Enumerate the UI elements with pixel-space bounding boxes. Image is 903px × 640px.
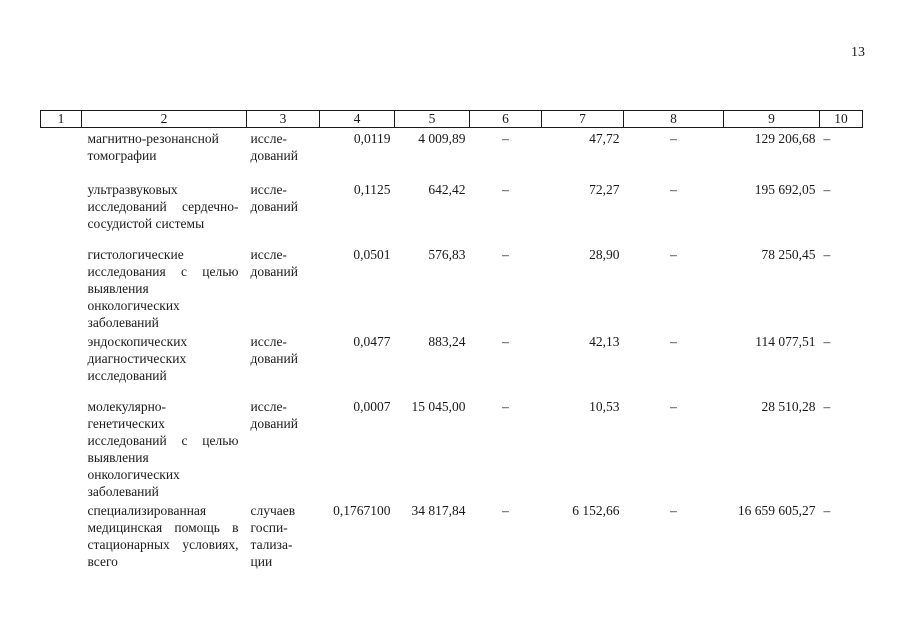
col10-cell: – [823, 246, 831, 262]
column-header-1: 1 [41, 111, 82, 128]
unit-text: иссле-дований [250, 398, 298, 431]
volume-cell: 0,1767100 [333, 502, 391, 518]
col7-cell: 10,53 [589, 398, 620, 414]
column-header-5: 5 [395, 111, 470, 128]
column-header-9: 9 [724, 111, 820, 128]
header-row [41, 111, 863, 128]
volume-cell: 0,0501 [353, 246, 391, 262]
col7-cell: 6 152,66 [572, 502, 620, 518]
col7-cell: 42,13 [589, 333, 620, 349]
col10-cell: – [823, 398, 831, 414]
cost-cell: 34 817,84 [411, 502, 466, 518]
service-name: ультразвуковых исследований сердечно-сосудистой системы [87, 181, 239, 231]
col9-cell: 129 206,68 [754, 131, 816, 146]
unit-cell [247, 179, 320, 244]
unit-text: случаев госпи-тализа-ции [250, 502, 296, 569]
col7-cell: 28,90 [589, 246, 620, 262]
cell-index [41, 500, 82, 572]
unit-text: иссле-дований [250, 333, 298, 366]
data-table [40, 110, 863, 572]
col6-cell: – [502, 131, 509, 146]
column-header-4: 4 [320, 111, 395, 128]
col8-cell: – [670, 333, 677, 349]
table-header [41, 111, 863, 128]
page-number: 13 [851, 45, 865, 60]
cost-cell: 642,42 [428, 181, 466, 197]
volume-cell: 0,1125 [353, 181, 391, 197]
unit-text: иссле-дований [250, 131, 298, 163]
col10-cell: – [823, 181, 831, 197]
col8-cell: – [670, 398, 677, 414]
cell-index [41, 128, 82, 179]
table-row [41, 128, 863, 179]
col9-cell: 195 692,05 [754, 181, 816, 197]
unit-cell [247, 128, 320, 179]
col7-cell: 72,27 [589, 181, 620, 197]
unit-cell [247, 500, 320, 572]
unit-cell [247, 244, 320, 331]
volume-cell: 0,0119 [353, 131, 391, 146]
table-row [41, 500, 863, 572]
table-row [41, 331, 863, 396]
cost-cell: 576,83 [428, 246, 466, 262]
col9-cell: 114 077,51 [755, 333, 816, 349]
column-header-10: 10 [820, 111, 863, 128]
unit-text: иссле-дований [250, 181, 298, 214]
col10-cell: – [823, 131, 831, 146]
col6-cell: – [502, 502, 509, 518]
service-name: гистологические исследования с целью выявления онкологических заболеваний [87, 246, 239, 330]
cost-cell: 883,24 [428, 333, 466, 349]
cost-cell: 4 009,89 [418, 131, 466, 146]
col9-cell: 16 659 605,27 [737, 502, 816, 518]
col10-cell: – [823, 333, 831, 349]
col9-cell: 28 510,28 [761, 398, 816, 414]
col7-cell: 47,72 [589, 131, 620, 146]
column-header-2: 2 [82, 111, 247, 128]
cell-index [41, 244, 82, 331]
cost-cell: 15 045,00 [411, 398, 466, 414]
volume-cell: 0,0007 [353, 398, 391, 414]
service-name: молекулярно-генетических исследований с целью выявления онкологических заболеваний [87, 398, 239, 499]
cell-index [41, 396, 82, 500]
col8-cell: – [670, 131, 677, 146]
unit-text: иссле-дований [250, 246, 298, 279]
service-name: магнитно-резонансной томографии [87, 131, 219, 163]
column-header-8: 8 [624, 111, 724, 128]
table-row [41, 244, 863, 331]
table-body [41, 128, 863, 572]
service-name: эндоскопических диагностических исследований [87, 333, 188, 383]
column-header-6: 6 [470, 111, 542, 128]
unit-cell [247, 331, 320, 396]
cell-index [41, 331, 82, 396]
column-header-7: 7 [542, 111, 624, 128]
col9-cell: 78 250,45 [761, 246, 816, 262]
table-row [41, 396, 863, 500]
table-row [41, 179, 863, 244]
volume-cell: 0,0477 [353, 333, 391, 349]
service-name: специализированная медицинская помощь в стационарных условиях, всего [87, 502, 239, 569]
cell-index [41, 179, 82, 244]
col6-cell: – [502, 398, 509, 414]
col6-cell: – [502, 333, 509, 349]
col8-cell: – [670, 181, 677, 197]
col6-cell: – [502, 181, 509, 197]
column-header-3: 3 [247, 111, 320, 128]
col8-cell: – [670, 246, 677, 262]
col8-cell: – [670, 502, 677, 518]
col6-cell: – [502, 246, 509, 262]
unit-cell [247, 396, 320, 500]
col10-cell: – [823, 502, 831, 518]
